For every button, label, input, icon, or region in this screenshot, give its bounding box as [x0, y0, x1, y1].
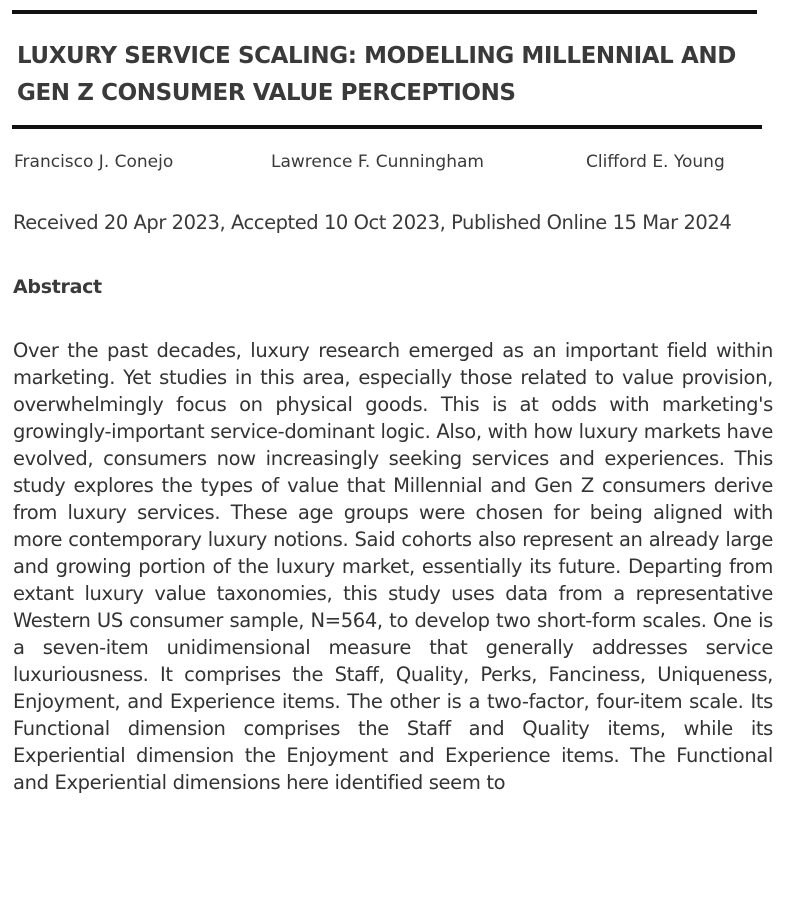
title-bottom-rule	[12, 125, 762, 129]
author-3: Clifford E. Young	[586, 152, 725, 172]
abstract-text: Over the past decades, luxury research emerged as an important field within marketing. Yet studies in this area, especially those related to value provision, overwhelmingly focus on physical goods. This is at odds with marketing's growingly-important service-dominant logic. Also, with how luxury markets have evolved, consumers now increasingly seeking services and experiences. This study explores the types of value that Millennial and Gen Z consumers derive from luxury services. These age groups were chosen for being aligned with more contemporary luxury notions. Said cohorts also represent an already large and growing portion of the luxury market, essentially its future. Departing from extant luxury value taxonomies, this study uses data from a representative Western US consumer sample, N=564, to develop two short-form scales. One is a seven-item unidimensional measure that generally addresses service luxuriousness. It comprises the Staff, Quality, Perks, Fanciness, Uniqueness, Enjoyment, and Experience items. The other is a two-factor, four-item scale. Its Functional dimension comprises the Staff and Quality items, while its Experiential dimension the Enjoyment and Experience items. The Functional and Experiential dimensions here identified seem to	[13, 339, 773, 794]
paper-title: LUXURY SERVICE SCALING: MODELLING MILLENNIAL AND GEN Z CONSUMER VALUE PERCEPTIONS	[17, 43, 736, 106]
author-2: Lawrence F. Cunningham	[271, 152, 484, 172]
abstract-heading: Abstract	[13, 276, 102, 298]
publication-dates: Received 20 Apr 2023, Accepted 10 Oct 2023, Published Online 15 Mar 2024	[13, 211, 732, 234]
top-rule	[12, 10, 757, 14]
author-1: Francisco J. Conejo	[14, 152, 174, 172]
